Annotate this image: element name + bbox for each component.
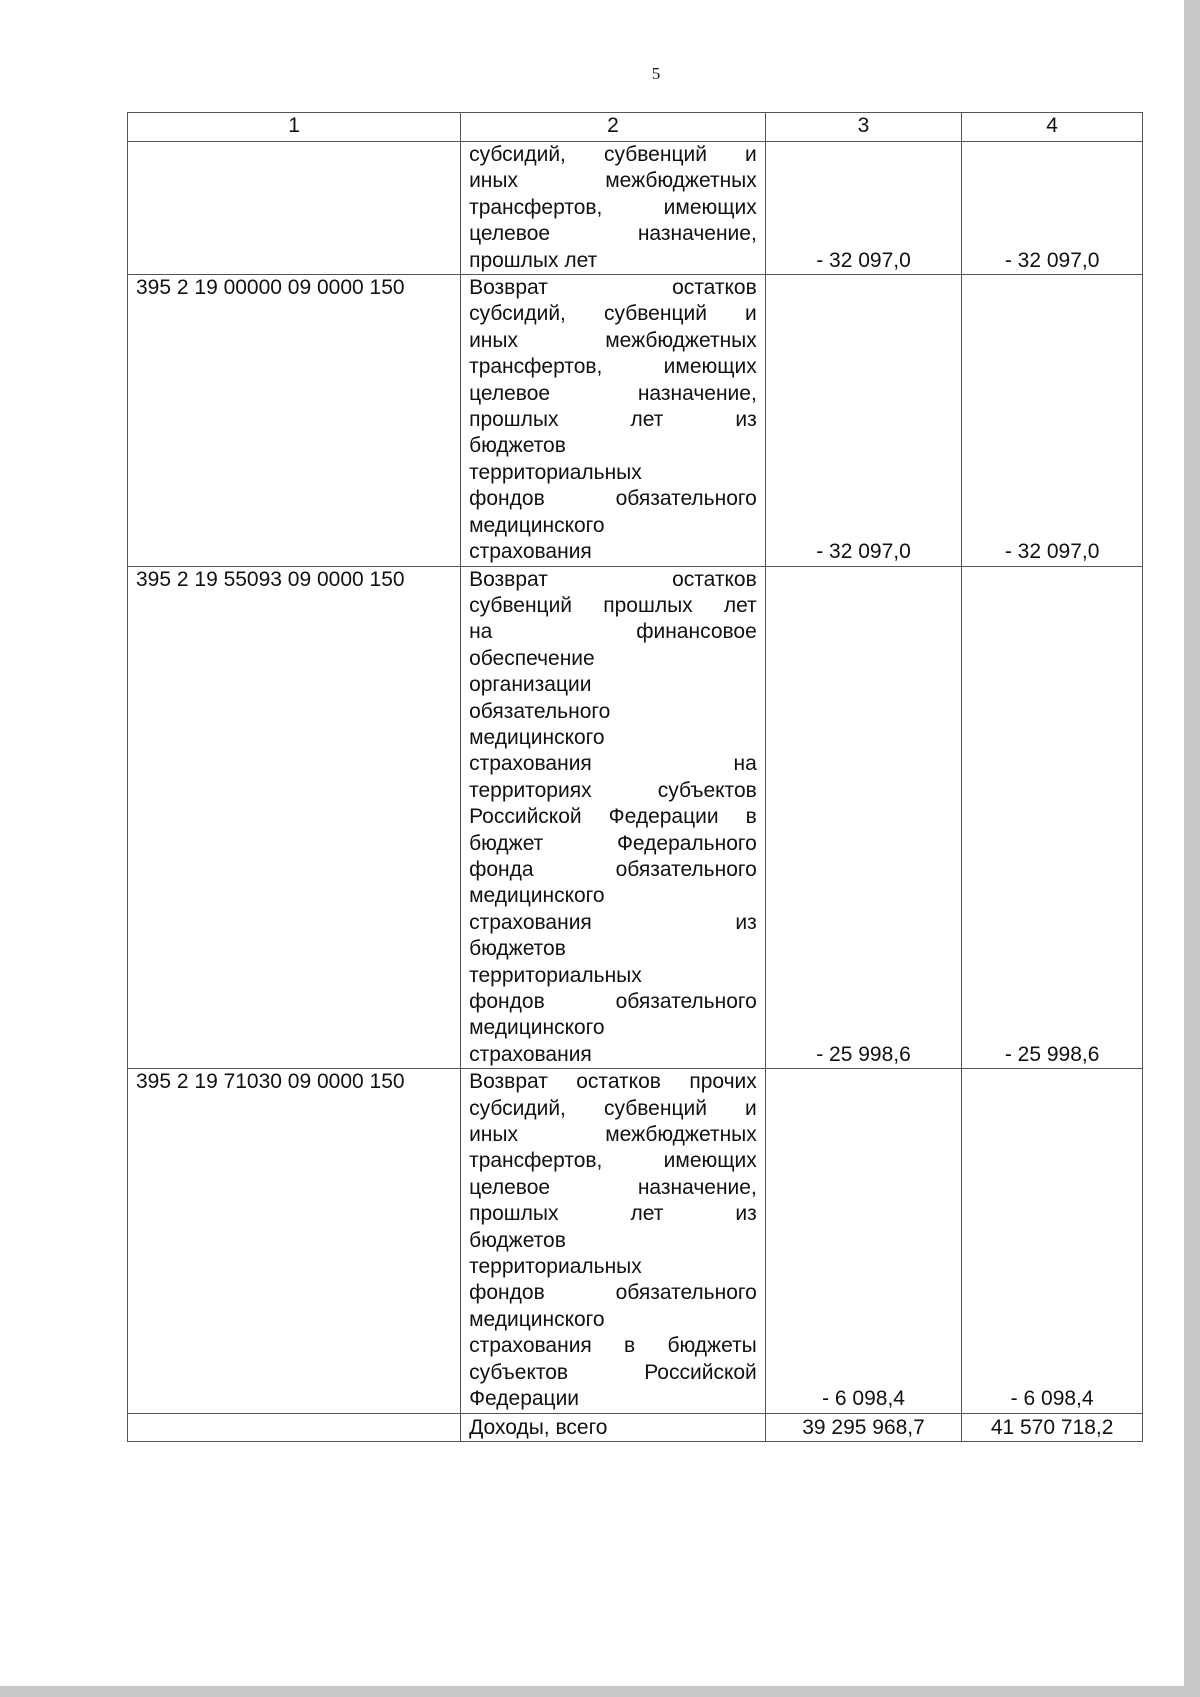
revenue-table (127, 112, 1143, 1442)
amount-column-3-cell: - 32 097,0 (765, 275, 961, 566)
description-line: фондов обязательного (469, 487, 757, 511)
column-header-4: 4 (962, 113, 1143, 142)
description-line: медицинского (469, 513, 605, 537)
total-row (128, 1413, 1143, 1441)
description-line: прошлых лет из (469, 1202, 757, 1226)
budget-code-cell (128, 142, 461, 275)
amount-column-4-cell: - 6 098,4 (962, 1069, 1143, 1413)
description-line: бюджет Федерального (469, 831, 757, 855)
description-line: страхования (469, 1042, 592, 1066)
column-header-3: 3 (765, 113, 961, 142)
description-line: трансфертов, имеющих (469, 195, 757, 219)
description-line: субъектов Российской (469, 1360, 757, 1384)
table-row (128, 566, 1143, 1069)
description-line: территориях субъектов (469, 778, 757, 802)
total-column-4-cell: 41 570 718,2 (962, 1413, 1143, 1441)
description-line: прошлых лет из (469, 408, 757, 432)
description-line: медицинского (469, 1307, 605, 1331)
description-line: иных межбюджетных (469, 169, 757, 193)
budget-code-cell: 395 2 19 71030 09 0000 150 (128, 1069, 461, 1413)
description-line: территориальных (469, 963, 642, 987)
description-line: иных межбюджетных (469, 328, 757, 352)
description-line: бюджетов (469, 434, 566, 458)
description-line: трансфертов, имеющих (469, 1149, 757, 1173)
description-line: Российской Федерации в (469, 805, 757, 829)
total-column-3-cell: 39 295 968,7 (765, 1413, 961, 1441)
description-cell (461, 275, 766, 566)
page-number: 5 (651, 64, 661, 83)
description-cell (461, 1069, 766, 1413)
description-line: территориальных (469, 460, 642, 484)
amount-column-4-cell: - 32 097,0 (962, 142, 1143, 275)
description-line: фондов обязательного (469, 990, 757, 1013)
description-line: трансфертов, имеющих (469, 355, 757, 379)
description-line: организации (469, 673, 592, 697)
description-line: прошлых лет (469, 248, 598, 272)
description-line: Возврат остатков (469, 567, 757, 591)
description-line: Возврат остатков (469, 276, 757, 300)
amount-column-3-cell: - 6 098,4 (765, 1069, 961, 1413)
description-line: территориальных (469, 1255, 642, 1279)
description-line: страхования в бюджеты (469, 1334, 757, 1358)
description-line: Возврат остатков прочих (469, 1070, 757, 1094)
description-line: обязательного (469, 699, 611, 723)
description-line: медицинского (469, 884, 605, 908)
description-line: субвенций прошлых лет (469, 593, 757, 617)
description-line: медицинского (469, 1016, 605, 1040)
description-line: субсидий, субвенций и (469, 143, 757, 166)
description-line: фонда обязательного (469, 857, 757, 881)
table-row (128, 1069, 1143, 1413)
amount-column-4-cell: - 25 998,6 (962, 566, 1143, 1069)
description-line: страхования (469, 540, 592, 564)
description-line: целевое назначение, (469, 1175, 757, 1199)
description-line: иных межбюджетных (469, 1123, 757, 1147)
description-line: бюджетов (469, 937, 566, 961)
description-line: фондов обязательного (469, 1281, 757, 1305)
description-line: страхования на (469, 752, 757, 776)
description-line: целевое назначение, (469, 222, 757, 246)
description-line: обеспечение (469, 646, 595, 670)
column-header-2: 2 (461, 113, 766, 142)
description-line: Федерации (469, 1387, 580, 1411)
description-line: бюджетов (469, 1228, 566, 1252)
amount-column-4-cell: - 32 097,0 (962, 275, 1143, 566)
description-line: медицинского (469, 725, 605, 749)
description-line: на финансовое (469, 620, 757, 644)
description-line: субсидий, субвенций и (469, 302, 757, 326)
budget-code-cell: 395 2 19 55093 09 0000 150 (128, 566, 461, 1069)
table-row (128, 142, 1143, 275)
table-header-row (128, 113, 1143, 142)
description-cell (461, 142, 766, 275)
table-row (128, 275, 1143, 566)
total-label-cell: Доходы, всего (461, 1413, 766, 1441)
description-line: субсидий, субвенций и (469, 1096, 757, 1120)
description-line: целевое назначение, (469, 381, 757, 405)
amount-column-3-cell: - 25 998,6 (765, 566, 961, 1069)
total-code-cell (128, 1413, 461, 1441)
description-cell (461, 566, 766, 1069)
budget-code-cell: 395 2 19 00000 09 0000 150 (128, 275, 461, 566)
column-header-1: 1 (128, 113, 461, 142)
amount-column-3-cell: - 32 097,0 (765, 142, 961, 275)
description-line: страхования из (469, 910, 757, 934)
